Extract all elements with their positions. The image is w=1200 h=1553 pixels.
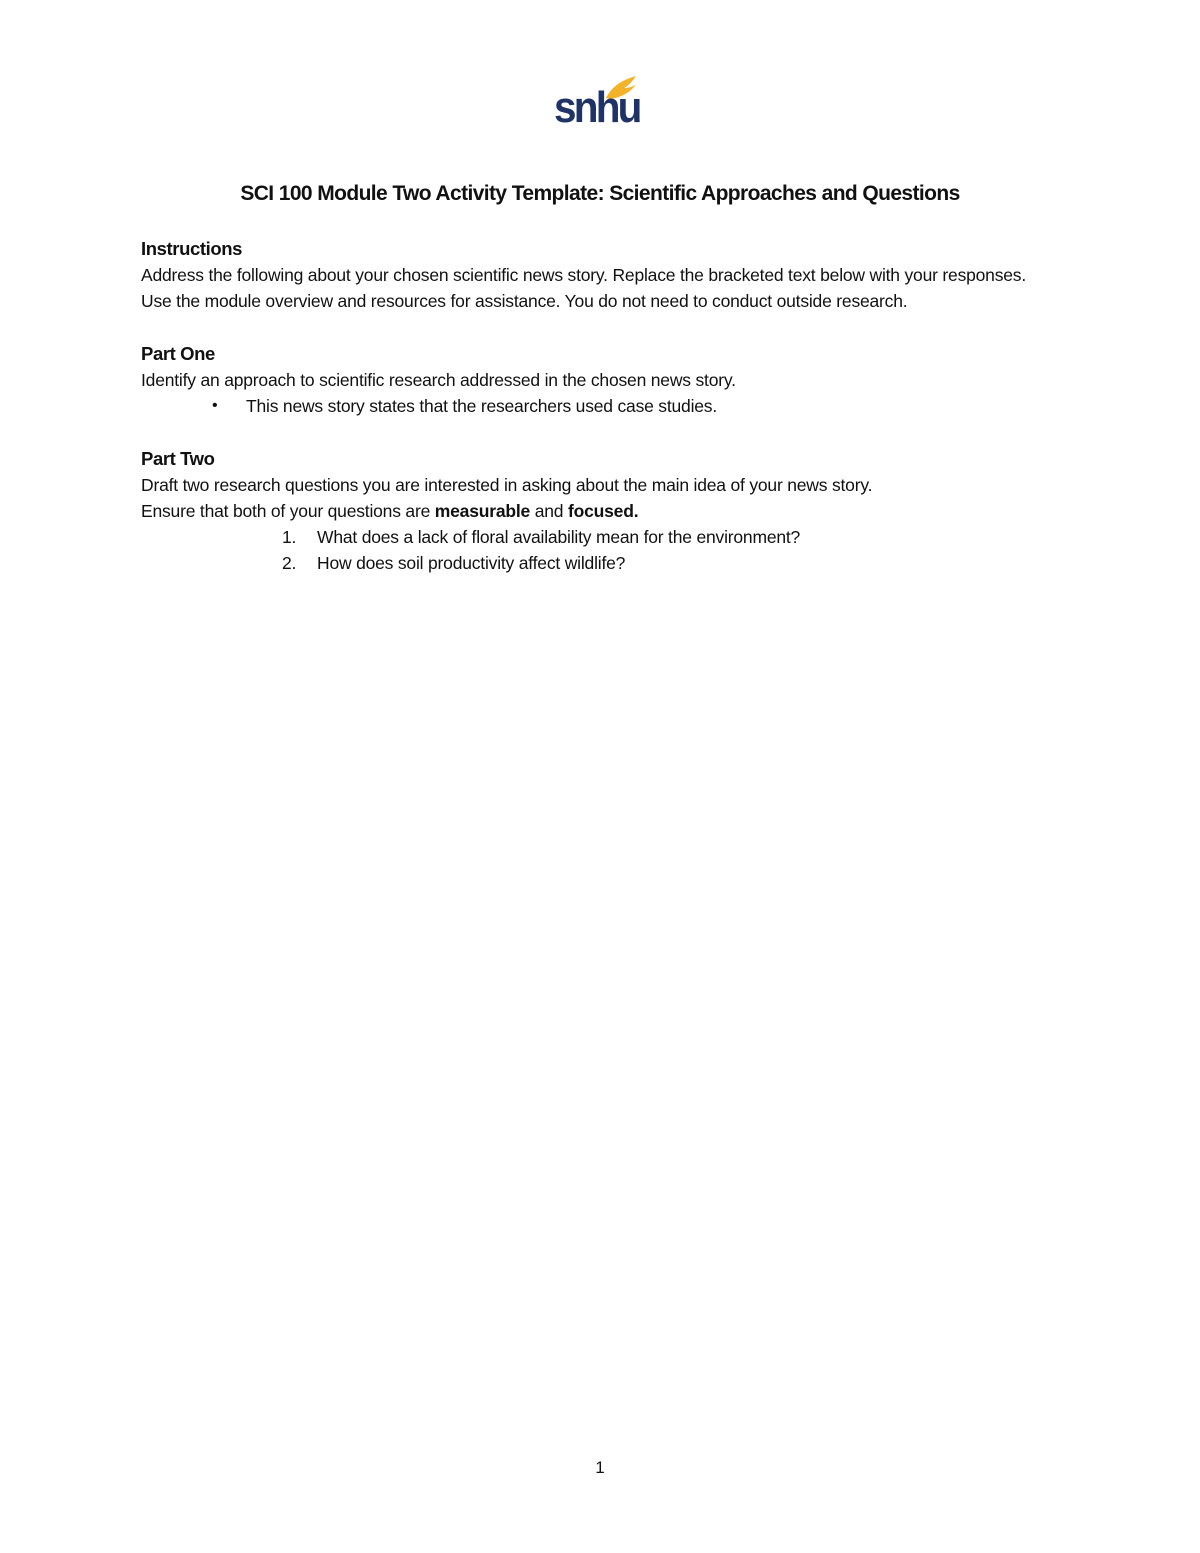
list-item — [141, 524, 1046, 550]
question-text: How does soil productivity affect wildlife? — [317, 553, 626, 573]
list-number: 1. — [282, 527, 297, 547]
question-text: What does a lack of floral availability mean for the environment? — [317, 527, 801, 547]
part-two-prompt-line1: Draft two research questions you are interested in asking about the main idea of your news story. — [141, 475, 873, 495]
emphasis-focused: focused — [568, 501, 634, 521]
snhu-logo — [554, 72, 640, 134]
part-one-prompt: Identify an approach to scientific research addressed in the chosen news story. — [141, 370, 736, 390]
bullet-icon: • — [212, 397, 218, 414]
part-one-heading: Part One — [141, 343, 215, 364]
prompt-text: Ensure that both of your questions are — [141, 501, 435, 521]
instructions-section — [141, 236, 1046, 314]
page-number: 1 — [595, 1458, 605, 1477]
prompt-end-punct: . — [633, 501, 639, 521]
prompt-joiner: and — [530, 501, 568, 521]
part-one-bullet-list — [141, 393, 1046, 419]
list-item — [141, 393, 1046, 419]
document-body — [141, 236, 1046, 576]
part-two-section — [141, 446, 1046, 576]
document-title: SCI 100 Module Two Activity Template: Scientific Approaches and Questions — [240, 182, 960, 205]
part-one-section — [141, 341, 1046, 419]
instructions-heading: Instructions — [141, 238, 243, 259]
part-two-question-list — [141, 524, 1046, 576]
bullet-text: This news story states that the researchers used case studies. — [246, 396, 718, 416]
list-item — [141, 550, 1046, 576]
emphasis-measurable: measurable — [434, 501, 531, 521]
instructions-text: Address the following about your chosen scientific news story. Replace the bracketed text below with your responses. Use the module overview and resources for assistance. You do not need to conduct outside research. — [141, 265, 1027, 311]
part-two-prompt-line2 — [141, 498, 1046, 524]
logo-wordmark: snhu — [554, 83, 640, 132]
list-number: 2. — [282, 553, 297, 573]
part-two-heading: Part Two — [141, 448, 215, 469]
